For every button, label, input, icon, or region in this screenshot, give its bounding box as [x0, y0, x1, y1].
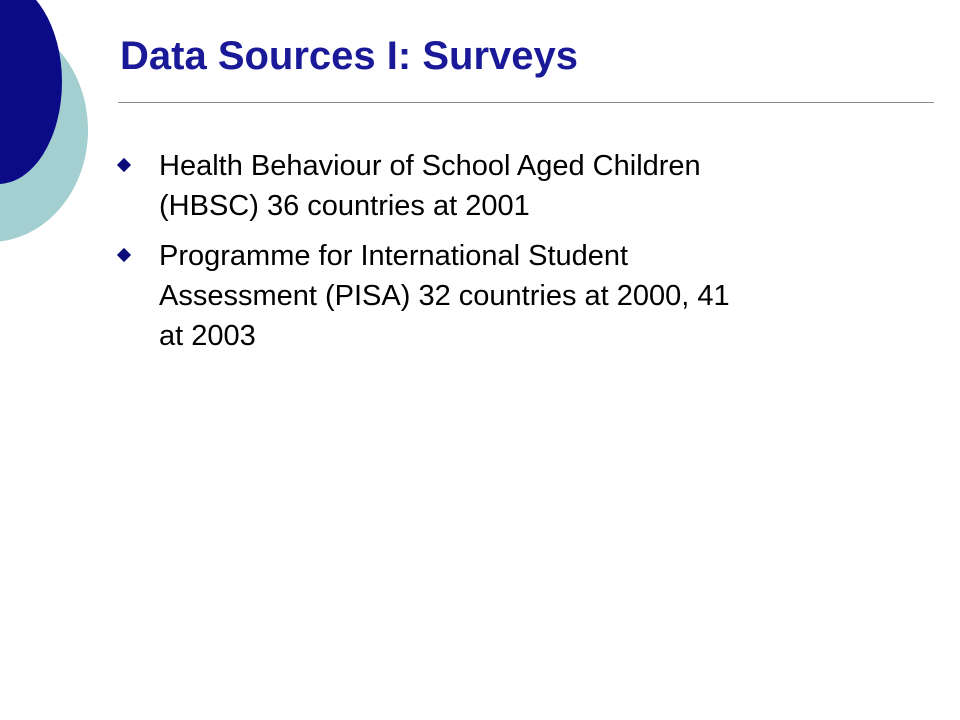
bullet-line: Programme for International Student — [159, 240, 629, 272]
corner-decoration — [0, 0, 100, 250]
bullet-line: at 2003 — [159, 320, 256, 352]
diamond-bullet-icon — [117, 158, 131, 172]
slide-title: Data Sources I: Surveys — [120, 34, 578, 78]
bullet-item-pisa — [117, 236, 927, 356]
bullet-line: Health Behaviour of School Aged Children — [159, 150, 701, 182]
diamond-bullet-icon — [117, 248, 131, 262]
bullet-item-hbsc — [117, 146, 927, 226]
title-divider — [118, 102, 934, 103]
bullet-list — [117, 146, 927, 366]
bullet-line: Assessment (PISA) 32 countries at 2000, 41 — [159, 280, 730, 312]
bullet-line: (HBSC) 36 countries at 2001 — [159, 190, 530, 222]
